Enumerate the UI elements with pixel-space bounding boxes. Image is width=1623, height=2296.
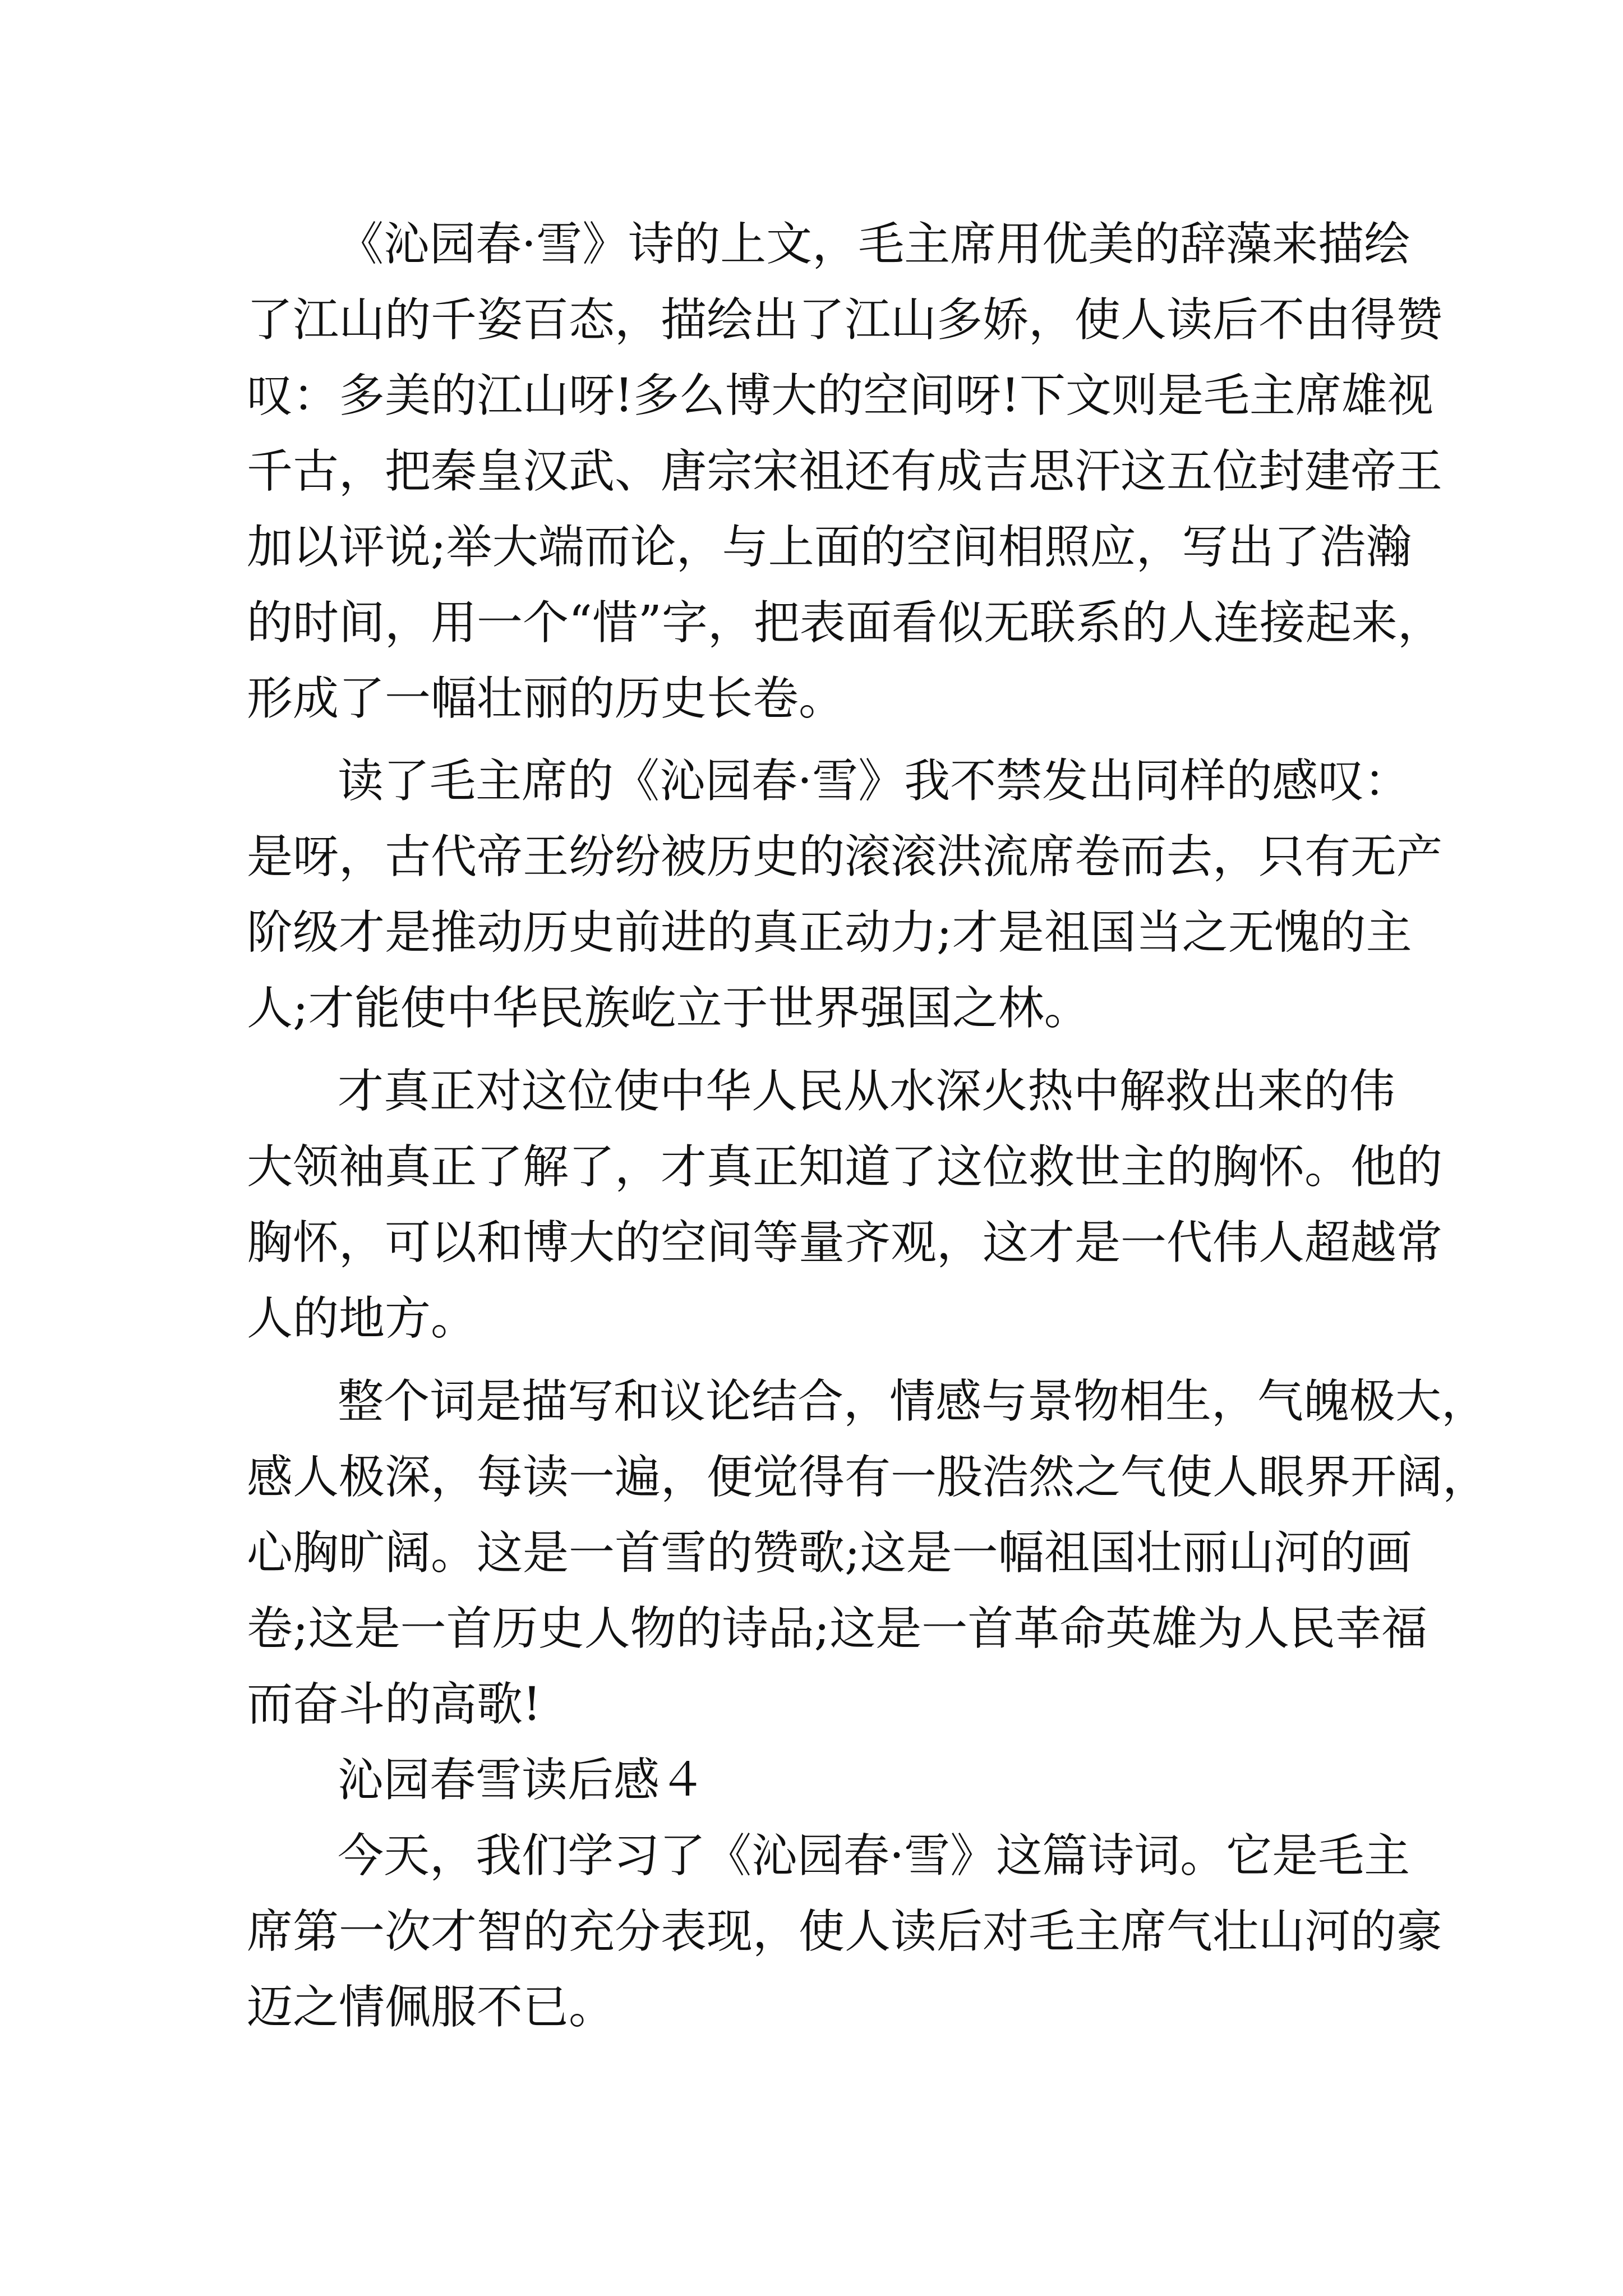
text-line: 整个词是描写和议论结合，情感与景物相生，气魄极大，	[338, 1375, 1488, 1428]
text-line: 人;才能使中华民族屹立于世界强国之林。	[247, 982, 1090, 1035]
text-line: 才真正对这位使中华人民从水深火热中解救出来的伟	[338, 1065, 1396, 1118]
text-line: 感人极深，每读一遍，便觉得有一股浩然之气使人眼界开阔，	[247, 1451, 1489, 1504]
text-line: 今天，我们学习了《沁园春·雪》这篇诗词。它是毛主	[338, 1829, 1410, 1883]
text-line: 迈之情佩服不已。	[247, 1981, 615, 2034]
text-line: 形成了一幅壮丽的历史长卷。	[247, 672, 845, 725]
text-line: 心胸旷阔。这是一首雪的赞歌;这是一幅祖国壮丽山河的画	[247, 1526, 1412, 1580]
text-line: 加以评说;举大端而论，与上面的空间相照应，写出了浩瀚	[247, 521, 1412, 574]
text-line: 卷;这是一首历史人物的诗品;这是一首革命英雄为人民幸福	[247, 1602, 1428, 1655]
text-line: 胸怀，可以和博大的空间等量齐观，这才是一代伟人超越常	[247, 1216, 1443, 1269]
text-line: 读了毛主席的《沁园春·雪》我不禁发出同样的感叹：	[338, 754, 1410, 808]
text-line: 阶级才是推动历史前进的真正动力;才是祖国当之无愧的主	[247, 906, 1412, 959]
text-line: 是呀，古代帝王纷纷被历史的滚滚洪流席卷而去，只有无产	[247, 830, 1443, 884]
text-line: 而奋斗的高歌!	[247, 1678, 541, 1731]
text-line: 了江山的千姿百态，描绘出了江山多娇，使人读后不由得赞	[247, 293, 1443, 347]
text-line: 席第一次才智的充分表现，使人读后对毛主席气壮山河的豪	[247, 1905, 1443, 1958]
text-line: 人的地方。	[247, 1292, 477, 1345]
text-line: 《沁园春·雪》诗的上文，毛主席用优美的辞藻来描绘	[338, 218, 1410, 271]
text-line: 的时间，用一个“惜”字，把表面看似无联系的人连接起来，	[247, 596, 1444, 650]
heading-text: 沁园春雪读后感４	[338, 1754, 706, 1807]
text-line: 叹：多美的江山呀!多么博大的空间呀!下文则是毛主席雄视	[247, 369, 1433, 422]
text-line: 大领袖真正了解了，才真正知道了这位救世主的胸怀。他的	[247, 1140, 1443, 1194]
text-line: 千古，把秦皇汉武、唐宗宋祖还有成吉思汗这五位封建帝王	[247, 445, 1443, 498]
